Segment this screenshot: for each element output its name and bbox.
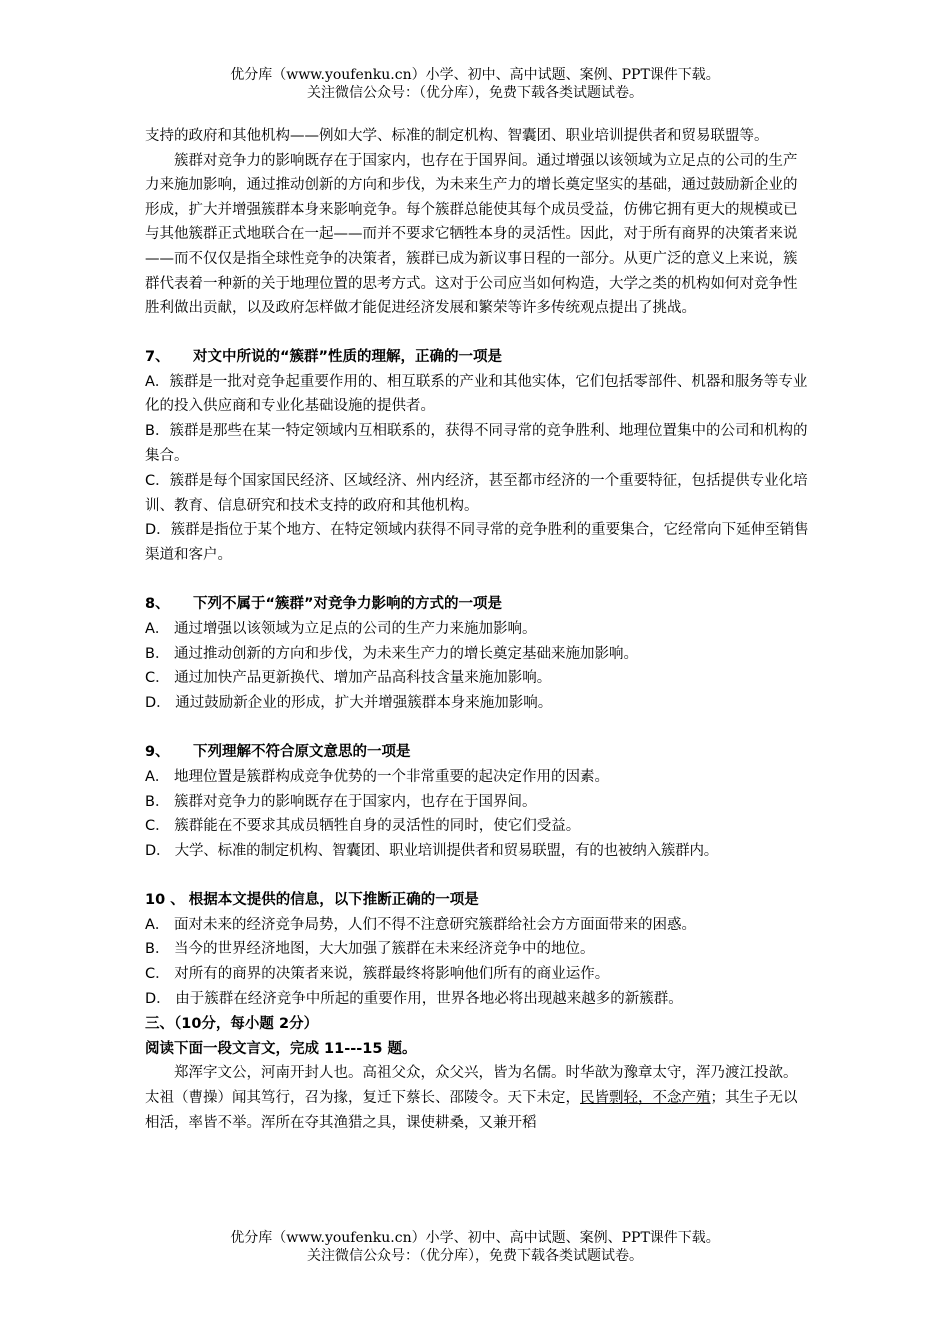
question-7-option-c: C．簇群是每个国家国民经济、区域经济、州内经济，甚至都市经济的一个重要特征，包括提供专业化培训、教育、信息研究和技术支持的政府和其他机构。 xyxy=(145,472,808,514)
classical-passage xyxy=(145,1061,810,1135)
classical-passage-underlined: 民皆剽轻，不念产殖 xyxy=(580,1090,711,1107)
question-7-stem: 对文中所说的“簇群”性质的理解，正确的一项是 xyxy=(193,348,503,365)
footer-line-1: 优分库（www.youfenku.cn）小学、初中、高中试题、案例、PPT课件下载。 xyxy=(230,1230,720,1246)
section-3-heading: 三、（10分，每小题 2分） xyxy=(145,1015,319,1032)
question-8-option-d: D． 通过鼓励新企业的形成，扩大并增强簇群本身来施加影响。 xyxy=(145,695,553,712)
question-7-option-a: A．簇群是一批对竞争起重要作用的、相互联系的产业和其他实体，它们包括零部件、机器和服务等专业化的投入供应商和专业化基础设施的提供者。 xyxy=(145,373,808,415)
question-10-title xyxy=(145,888,810,913)
question-10-option-a: A． 面对未来的经济竞争局势，人们不得不注意研究簇群给社会方方面面带来的困惑。 xyxy=(145,916,697,933)
question-9-number: 9、 xyxy=(145,743,170,760)
question-8-option-a: A． 通过增强以该领域为立足点的公司的生产力来施加影响。 xyxy=(145,620,537,637)
question-9 xyxy=(145,740,810,864)
question-7-option-d: D．簇群是指位于某个地方、在特定领域内获得不同寻常的竞争胜利的重要集合，它经常向下延伸至销售渠道和客户。 xyxy=(145,522,809,564)
question-7-title xyxy=(145,345,810,370)
question-7-option-b: B．簇群是那些在某一特定领域内互相联系的，获得不同寻常的竞争胜利、地理位置集中的公司和机构的集合。 xyxy=(145,423,808,464)
question-9-option-d: D． 大学、标准的制定机构、智囊团、职业培训提供者和贸易联盟，有的也被纳入簇群内。 xyxy=(145,843,719,860)
question-9-title xyxy=(145,740,810,765)
section-3-instruction: 阅读下面一段文言文，完成 11---15 题。 xyxy=(145,1040,417,1057)
document-body xyxy=(145,124,810,1136)
page-footer xyxy=(0,1229,950,1265)
question-8 xyxy=(145,592,810,716)
question-10-number: 10 、 xyxy=(145,891,185,908)
question-9-option-c: C． 簇群能在不要求其成员牺牲自身的灵活性的同时，使它们受益。 xyxy=(145,818,581,835)
passage-paragraph-1: 支持的政府和其他机构——例如大学、标准的制定机构、智囊团、职业培训提供者和贸易联盟等。 xyxy=(145,128,769,144)
passage-paragraph-2: 簇群对竞争力的影响既存在于国家内，也存在于国界间。通过增强以该领域为立足点的公司的生产力来施加影响，通过推动创新的方向和步伐，为未来生产力的增长奠定坚实的基础，通过鼓励新企业的形成，扩大并增强簇群本身来影响竞争。每个簇群总能使其每个成员受益，仿佛它拥有更大的规模或已与其他簇群正式地联合在一起——而并不要求它牺牲本身的灵活性。因此，对于所有商界的决策者来说——而不仅仅是指全球性竞争的决策者，簇群已成为新议事日程的一部分。从更广泛的意义上来说，簇群代表着一种新的关于地理位置的思考方式。这对于公司应当如何构造，大学之类的机构如何对竞争性胜利做出贡献，以及政府怎样做才能促进经济发展和繁荣等许多传统观点提出了挑战。 xyxy=(145,152,798,317)
question-8-title xyxy=(145,592,810,617)
question-8-option-c: C． 通过加快产品更新换代、增加产品高科技含量来施加影响。 xyxy=(145,670,552,687)
question-7-number: 7、 xyxy=(145,348,170,365)
question-7 xyxy=(145,345,810,568)
header-line-2: 关注微信公众号：（优分库），免费下载各类试题试卷。 xyxy=(307,85,643,101)
question-8-option-b: B． 通过推动创新的方向和步伐，为未来生产力的增长奠定基础来施加影响。 xyxy=(145,645,639,662)
question-10-option-b: B． 当今的世界经济地图，大大加强了簇群在未来经济竞争中的地位。 xyxy=(145,941,595,958)
footer-line-2: 关注微信公众号：（优分库），免费下载各类试题试卷。 xyxy=(307,1248,643,1264)
classical-passage-part-1: 郑浑字文公，河南开封人也。高祖父众，众父兴，皆为名儒。时华歆为豫章太守，浑乃渡江投歆。太祖（曹操）闻其笃行，召为掾，复迁下蔡长、邵陵令。天下未定， xyxy=(145,1065,798,1107)
question-9-option-a: A． 地理位置是簇群构成竞争优势的一个非常重要的起决定作用的因素。 xyxy=(145,768,610,785)
question-10 xyxy=(145,888,810,1012)
question-9-option-b: B． 簇群对竞争力的影响既存在于国家内，也存在于国界间。 xyxy=(145,793,537,810)
question-9-stem: 下列理解不符合原文意思的一项是 xyxy=(193,743,411,760)
question-8-stem: 下列不属于“簇群”对竞争力影响的方式的一项是 xyxy=(193,595,503,612)
question-10-stem: 根据本文提供的信息，以下推断正确的一项是 xyxy=(188,891,479,908)
question-10-option-d: D． 由于簇群在经济竞争中所起的重要作用，世界各地必将出现越来越多的新簇群。 xyxy=(145,991,683,1008)
classical-passage-part-2: ；其生子无以相活，率皆不举。浑所在夺其渔猎之具，课使耕桑，又兼开稻 xyxy=(145,1090,798,1132)
question-10-option-c: C． 对所有的商界的决策者来说，簇群最终将影响他们所有的商业运作。 xyxy=(145,966,610,983)
question-8-number: 8、 xyxy=(145,595,170,612)
page-header xyxy=(0,66,950,102)
header-line-1: 优分库（www.youfenku.cn）小学、初中、高中试题、案例、PPT课件下载。 xyxy=(230,67,720,83)
